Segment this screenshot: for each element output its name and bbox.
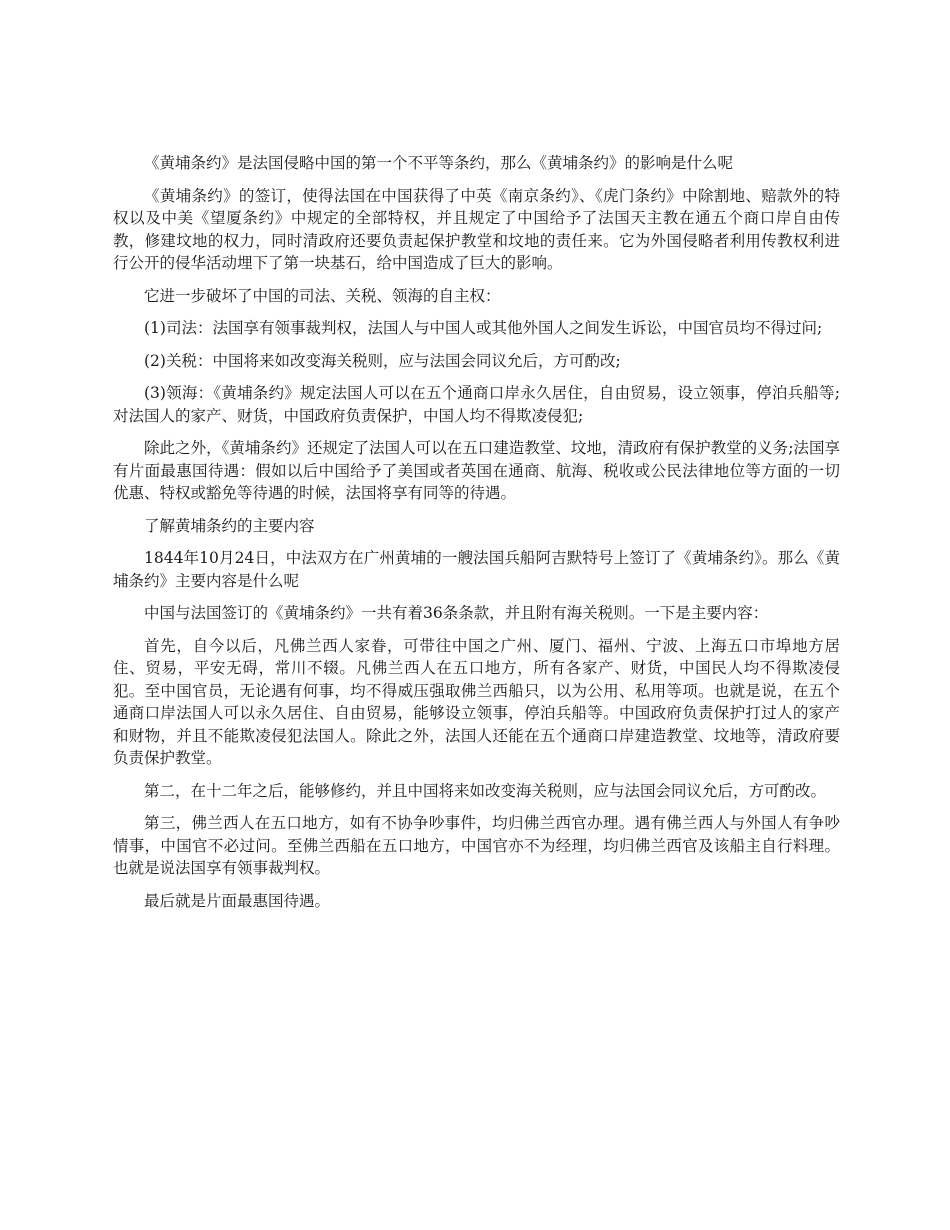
paragraph-territorial-waters: (3)领海：《黄埔条约》规定法国人可以在五个通商口岸永久居住，自由贸易，设立领事，停泊兵船等;对法国人的家产、财货，中国政府负责保护，中国人均不得欺凌侵犯; <box>113 384 840 425</box>
paragraph-clause-count: 中国与法国签订的《黄埔条约》一共有着36条条款，并且附有海关税则。一下是主要内容： <box>144 604 769 622</box>
paragraph-first-point: 首先，自今以后，凡佛兰西人家眷，可带往中国之广州、厦门、福州、宁波、上海五口市埠地方居住、贸易，平安无碍，常川不辍。凡佛兰西人在五口地方，所有各家产、财货，中国民人均不得欺凌侵犯。至中国官员，无论遇有何事，均不得威压强取佛兰西船只，以为公用、私用等项。也就是说，在五个通商口岸法国人可以永久居住、自由贸易，能够设立领事，停泊兵船等。中国政府负责保护打过人的家产和财物，并且不能欺凌侵犯法国人。除此之外，法国人还能在五个通商口岸建造教堂、坟地等，清政府要负责保护教堂。 <box>113 636 840 767</box>
paragraph-treaty-signing-impact: 《黄埔条约》的签订，使得法国在中国获得了中英《南京条约》、《虎门条约》中除割地、赔款外的特权以及中美《望厦条约》中规定的全部特权，并且规定了中国给予了法国天主教在通五个商口岸自由传教，修建坟地的权力，同时清政府还要负责起保护教堂和坟地的责任来。它为外国侵略者利用传教权利进行公开的侵华活动埋下了第一块基石，给中国造成了巨大的影响。 <box>113 186 840 272</box>
paragraph-judicial: (1)司法：法国享有领事裁判权，法国人与中国人或其他外国人之间发生诉讼，中国官员均不得过问; <box>144 319 823 337</box>
paragraph-signing-date: 1844年10月24日，中法双方在广州黄埔的一艘法国兵船阿吉默特号上签订了《黄埔条约》。那么《黄埔条约》主要内容是什么呢 <box>113 549 840 590</box>
paragraph-additional-privileges: 除此之外，《黄埔条约》还规定了法国人可以在五口建造教堂、坟地，清政府有保护教堂的义务;法国享有片面最惠国待遇：假如以后中国给予了美国或者英国在通商、航海、税收或公民法律地位等方面的一切优惠、特权或豁免等待遇的时候，法国将享有同等的待遇。 <box>113 439 840 502</box>
paragraph-third-point: 第三，佛兰西人在五口地方，如有不协争吵事件，均归佛兰西官办理。遇有佛兰西人与外国人有争吵情事，中国官不必过问。至佛兰西船在五口地方，中国官亦不为经理，均归佛兰西官及该船主自行料理。也就是说法国享有领事裁判权。 <box>113 814 840 877</box>
section-heading-main-content: 了解黄埔条约的主要内容 <box>144 516 315 535</box>
paragraph-sovereignty-damage: 它进一步破坏了中国的司法、关税、领海的自主权： <box>144 286 501 305</box>
paragraph-second-point: 第二，在十二年之后，能够修约，并且中国将来如改变海关税则，应与法国会同议允后，方可酌改。 <box>144 781 827 800</box>
paragraph-customs: (2)关税：中国将来如改变海关税则，应与法国会同议允后，方可酌改; <box>144 351 621 370</box>
paragraph-intro-question: 《黄埔条约》是法国侵略中国的第一个不平等条约，那么《黄埔条约》的影响是什么呢 <box>144 154 734 172</box>
document-body <box>113 152 840 922</box>
paragraph-final-point: 最后就是片面最惠国待遇。 <box>144 891 331 910</box>
